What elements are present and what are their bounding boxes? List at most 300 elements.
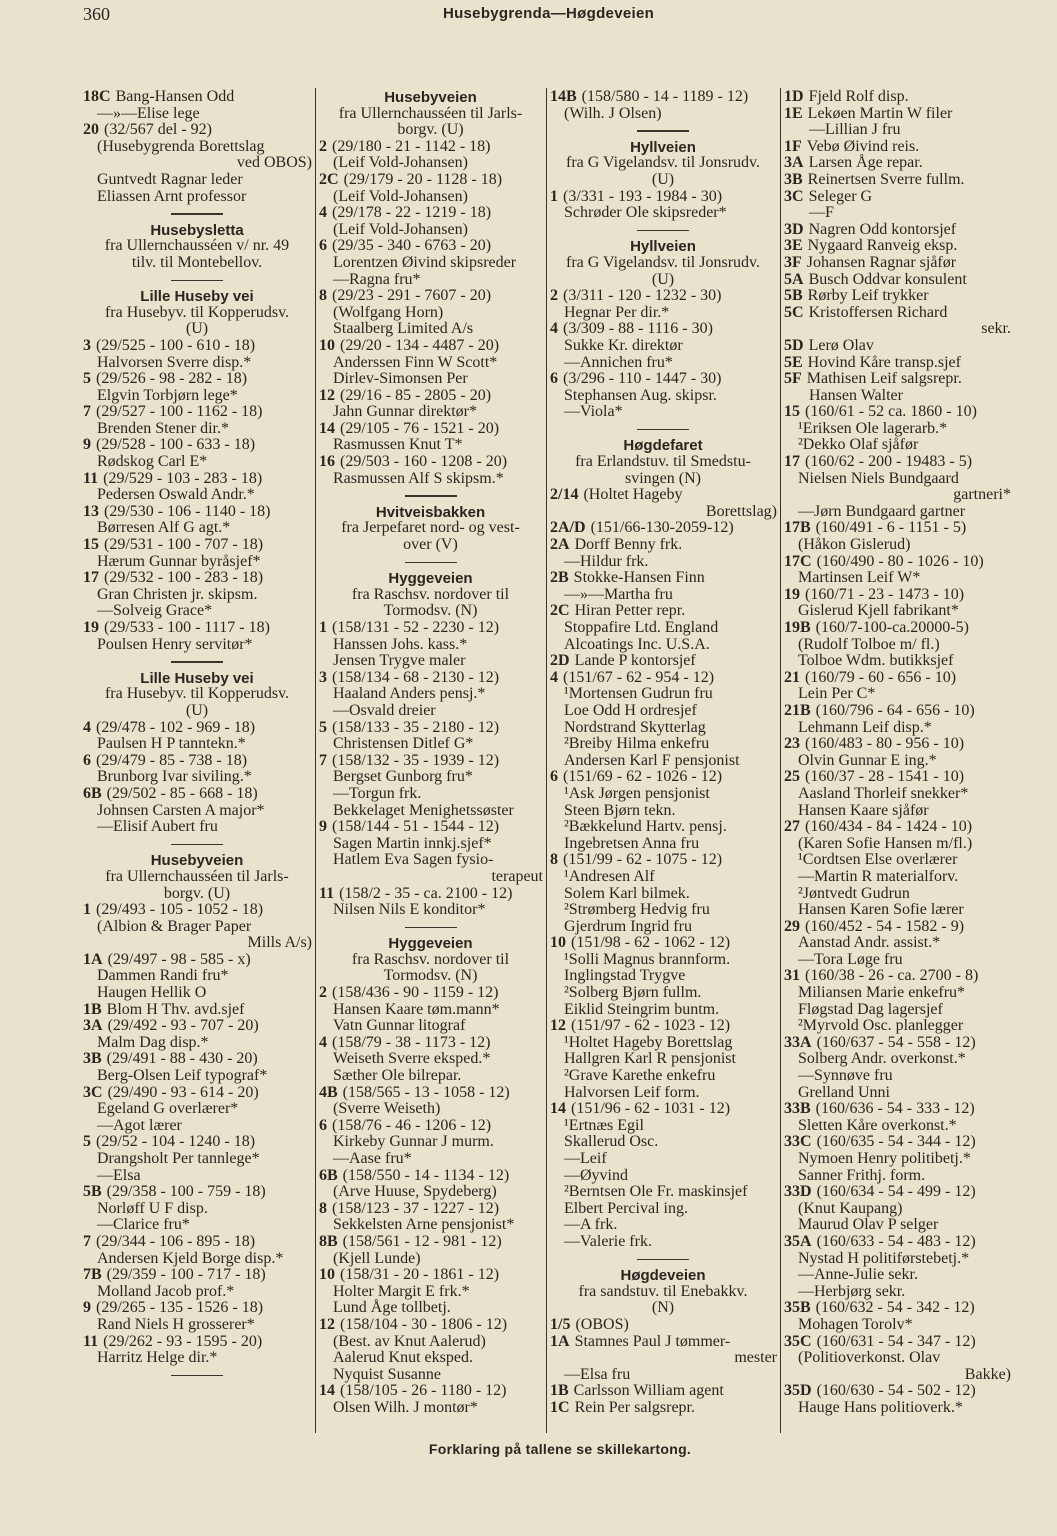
- entry-text: Hansen Kaare tøm.mann*: [333, 1000, 500, 1018]
- address-entry: [547, 288, 779, 305]
- entry-line: [781, 1217, 1013, 1234]
- entry-line: [781, 122, 1013, 139]
- entry-text: (160/434 - 84 - 1424 - 10): [805, 818, 973, 836]
- entry-text: (29/178 - 22 - 1219 - 18): [332, 204, 492, 222]
- address-entry: [781, 968, 1013, 985]
- entry-text: (29/359 - 100 - 717 - 18): [106, 1266, 266, 1284]
- entry-line: [316, 355, 545, 372]
- address-entry: [781, 238, 1013, 255]
- entry-text: Guntvedt Ragnar leder: [97, 170, 243, 188]
- address-entry: [547, 769, 779, 786]
- house-number: 7: [319, 751, 327, 769]
- entry-text: (160/79 - 60 - 656 - 10): [805, 668, 957, 686]
- house-number: 7: [83, 403, 91, 421]
- entry-line: [547, 1184, 779, 1201]
- section-divider: [547, 122, 779, 139]
- entry-text: Fjeld Rolf disp.: [808, 88, 909, 105]
- entry-text: Dirlev-Simonsen Per: [333, 370, 468, 388]
- entry-line: [547, 355, 779, 372]
- entry-text: Norløff U F disp.: [97, 1199, 208, 1217]
- house-number: 4: [83, 718, 91, 736]
- entry-text: Hauge Hans politioverk.*: [798, 1398, 963, 1416]
- entry-text: (29/490 - 93 - 614 - 20): [107, 1083, 259, 1101]
- street-description: over (V): [403, 536, 458, 554]
- house-number: 15: [83, 536, 99, 554]
- entry-text: ²Grave Karethe enkefru: [564, 1067, 716, 1085]
- entry-line: [781, 1201, 1013, 1218]
- entry-line: [781, 471, 1013, 488]
- house-number: 17B: [784, 519, 811, 537]
- entry-line: [316, 736, 545, 753]
- entry-text: (Wilh. J Olsen): [564, 104, 662, 122]
- entry-text: (158/2 - 35 - ca. 2100 - 12): [339, 884, 513, 902]
- entry-text: Bekkelaget Menighetssøster: [333, 801, 514, 819]
- entry-text: Haugen Hellik O: [97, 984, 207, 1002]
- entry-line: [547, 786, 779, 803]
- entry-line: [80, 454, 314, 471]
- entry-text: Rasmussen Alf S skipsm.*: [333, 469, 504, 487]
- street-description: fra G Vigelandsv. til Jonsrudv.: [566, 154, 760, 172]
- entry-text: —Herbjørg sekr.: [798, 1282, 906, 1300]
- entry-text: (Best. av Knut Aalerud): [333, 1332, 486, 1350]
- entry-line: [781, 852, 1013, 869]
- address-entry: [316, 753, 545, 770]
- address-entry: [316, 1234, 545, 1251]
- address-entry: [781, 172, 1013, 189]
- house-number: 5: [83, 1133, 91, 1151]
- entry-text: (160/636 - 54 - 333 - 12): [815, 1100, 975, 1118]
- entry-line: [781, 1051, 1013, 1068]
- entry-text: Lande P kontorsjef: [574, 652, 696, 670]
- entry-text: Poulsen Henry servitør*: [97, 635, 253, 653]
- entry-text: Eliassen Arnt professor: [97, 187, 247, 205]
- entry-line: [80, 172, 314, 189]
- house-number: 11: [83, 1332, 99, 1350]
- page-title: Husebygrenda—Høgdeveien: [442, 5, 655, 22]
- entry-text: (29/527 - 100 - 1162 - 18): [96, 403, 263, 421]
- house-number: 15: [784, 403, 800, 421]
- house-number: 3F: [784, 253, 802, 271]
- section-divider: [80, 653, 314, 670]
- address-entry: [781, 1101, 1013, 1118]
- house-number: 18C: [83, 88, 111, 105]
- address-entry: [547, 1334, 779, 1351]
- entry-text: —Lillian J fru: [809, 121, 901, 139]
- entry-text: Miliansen Marie enkefru*: [798, 984, 966, 1002]
- entry-text: (160/634 - 54 - 499 - 12): [816, 1183, 976, 1201]
- entry-line: [316, 1367, 545, 1384]
- house-number: 21: [784, 668, 800, 686]
- entry-line: [316, 902, 545, 919]
- entry-text: Bang-Hansen Odd: [115, 88, 235, 105]
- entry-text: Borettslag): [705, 502, 777, 520]
- entry-text: sekr.: [981, 320, 1011, 338]
- entry-text: (Husebygrenda Borettslag: [97, 137, 265, 155]
- entry-line: [547, 554, 779, 571]
- entry-text: (29/528 - 100 - 633 - 18): [96, 436, 256, 454]
- entry-line: [316, 852, 545, 869]
- address-entry: [316, 238, 545, 255]
- entry-line: [80, 1284, 314, 1301]
- entry-text: Aalerud Knut eksped.: [333, 1349, 473, 1367]
- entry-line: [781, 1068, 1013, 1085]
- address-entry: [316, 172, 545, 189]
- section-divider: [80, 272, 314, 289]
- entry-line: [547, 1134, 779, 1151]
- street-description: fra Erlandstuv. til Smedstu-: [575, 453, 751, 471]
- entry-line: [316, 305, 545, 322]
- address-entry: [547, 371, 779, 388]
- entry-text: Stoppafire Ltd. England: [564, 619, 719, 636]
- entry-text: Lund Åge tollbetj.: [333, 1299, 451, 1317]
- address-entry: [80, 786, 314, 803]
- directory-column-1: [80, 89, 314, 1383]
- entry-text: gartneri*: [953, 486, 1011, 504]
- address-entry: [316, 1267, 545, 1284]
- entry-line: [781, 1118, 1013, 1135]
- address-entry: [781, 703, 1013, 720]
- entry-text: —Aase fru*: [333, 1150, 412, 1167]
- entry-text: —Jørn Bundgaard gartner: [798, 502, 966, 520]
- house-number: 3: [319, 668, 327, 686]
- street-heading: Husebyveien: [150, 852, 244, 870]
- house-number: 1A: [83, 950, 103, 968]
- entry-line: [781, 1018, 1013, 1035]
- entry-text: Rasmussen Knut T*: [333, 436, 463, 454]
- entry-text: (29/529 - 103 - 283 - 18): [103, 469, 263, 487]
- house-number: 1D: [784, 88, 804, 105]
- entry-text: (160/633 - 54 - 483 - 12): [816, 1232, 976, 1250]
- house-number: 3C: [83, 1083, 103, 1101]
- entry-line: [316, 1068, 545, 1085]
- entry-text: (OBOS): [575, 1315, 629, 1333]
- address-entry: [316, 388, 545, 405]
- address-entry: [80, 1184, 314, 1201]
- entry-text: (Leif Vold-Johansen): [333, 220, 468, 238]
- house-number: 6: [550, 370, 558, 388]
- house-number: 8: [319, 1199, 327, 1217]
- entry-line: [316, 686, 545, 703]
- entry-line: [547, 703, 779, 720]
- directory-column-2: [316, 89, 545, 1417]
- entry-text: Dammen Randi fru*: [97, 967, 229, 985]
- entry-text: —Leif: [564, 1150, 607, 1167]
- house-number: 8B: [319, 1232, 338, 1250]
- street-heading: Hvitveisbakken: [375, 503, 486, 521]
- address-entry: [80, 720, 314, 737]
- house-number: 35D: [784, 1382, 812, 1400]
- house-number: 2C: [550, 602, 570, 620]
- page-number: 360: [83, 4, 110, 24]
- entry-text: Seleger G: [808, 187, 873, 205]
- address-entry: [316, 1383, 545, 1400]
- entry-text: (29/497 - 98 - 585 - x): [107, 950, 251, 968]
- entry-line: [781, 437, 1013, 454]
- entry-text: (158/76 - 46 - 1206 - 12): [332, 1116, 492, 1134]
- entry-text: (158/105 - 26 - 1180 - 12): [340, 1382, 507, 1400]
- entry-text: (29/179 - 20 - 1128 - 18): [343, 170, 503, 188]
- entry-text: Mills A/s): [247, 934, 312, 952]
- entry-text: —Hildur frk.: [564, 552, 649, 570]
- address-entry: [781, 155, 1013, 172]
- entry-text: (Sverre Weiseth): [333, 1100, 441, 1118]
- entry-text: terapeut: [491, 867, 543, 885]
- entry-line: [80, 189, 314, 206]
- address-entry: [316, 1085, 545, 1102]
- street-description: borgv. (U): [397, 121, 464, 139]
- house-number: 5E: [784, 353, 803, 371]
- entry-text: (158/436 - 90 - 1159 - 12): [332, 984, 499, 1002]
- entry-line: [547, 952, 779, 969]
- entry-line: [781, 487, 1013, 504]
- entry-text: —»—Martha fru: [564, 585, 673, 603]
- entry-text: (29/493 - 105 - 1052 - 18): [96, 901, 264, 919]
- house-number: 5D: [784, 336, 804, 354]
- entry-text: Gislerud Kjell fabrikant*: [798, 602, 959, 620]
- entry-line: [80, 1317, 314, 1334]
- entry-line: [781, 1085, 1013, 1102]
- address-entry: [781, 587, 1013, 604]
- entry-line: [547, 720, 779, 737]
- entry-text: —Martin R materialforv.: [798, 867, 959, 885]
- entry-text: Gran Christen jr. skipsm.: [97, 585, 258, 603]
- entry-line: [781, 1251, 1013, 1268]
- entry-text: —Elisif Aubert fru: [97, 818, 218, 836]
- entry-line: [80, 819, 314, 836]
- house-number: 3: [83, 336, 91, 354]
- entry-text: (160/7-100-ca.20000-5): [815, 619, 969, 636]
- house-number: 13: [83, 502, 99, 520]
- entry-line: [781, 1317, 1013, 1334]
- house-number: 35A: [784, 1232, 812, 1250]
- entry-text: (160/632 - 54 - 342 - 12): [815, 1299, 975, 1317]
- house-number: 6: [319, 1116, 327, 1134]
- entry-text: (158/131 - 52 - 2230 - 12): [332, 619, 500, 636]
- address-entry: [781, 338, 1013, 355]
- entry-text: Sagen Martin innkj.sjef*: [333, 834, 492, 852]
- house-number: 6: [550, 768, 558, 786]
- entry-text: Egeland G overlærer*: [97, 1100, 239, 1118]
- entry-line: [547, 338, 779, 355]
- address-entry: [80, 620, 314, 637]
- entry-text: Halvorsen Sverre disp.*: [97, 353, 252, 371]
- address-entry: [781, 255, 1013, 272]
- street-description: fra Ullernchausséen til Jarls-: [105, 867, 289, 885]
- section-divider: [80, 205, 314, 222]
- entry-text: (29/530 - 106 - 1140 - 18): [104, 502, 271, 520]
- entry-line: [547, 869, 779, 886]
- address-entry: [781, 1383, 1013, 1400]
- address-entry: [547, 1400, 779, 1417]
- entry-text: ²Solberg Bjørn fullm.: [564, 984, 702, 1002]
- entry-text: —Ragna fru*: [333, 270, 421, 288]
- entry-text: —Osvald dreier: [333, 701, 436, 719]
- address-entry: [781, 1184, 1013, 1201]
- address-entry: [547, 1101, 779, 1118]
- entry-text: (151/69 - 62 - 1026 - 12): [563, 768, 723, 786]
- entry-text: Harritz Helge dir.*: [97, 1349, 218, 1367]
- house-number: 12: [319, 386, 335, 404]
- entry-line: [316, 155, 545, 172]
- address-entry: [80, 1300, 314, 1317]
- entry-text: (Arve Huuse, Spydeberg): [333, 1183, 497, 1201]
- entry-text: (29/478 - 102 - 969 - 18): [96, 718, 256, 736]
- entry-text: Lein Per C*: [798, 685, 876, 703]
- entry-text: (32/567 del - 92): [104, 121, 212, 139]
- address-entry: [781, 89, 1013, 106]
- address-entry: [781, 554, 1013, 571]
- entry-text: Carlsson William agent: [573, 1382, 724, 1400]
- entry-text: (Albion & Brager Paper: [97, 917, 252, 935]
- house-number: 9: [83, 436, 91, 454]
- entry-line: [781, 886, 1013, 903]
- entry-text: Johansen Ragnar sjåfør: [806, 253, 957, 271]
- house-number: 33D: [784, 1183, 812, 1201]
- entry-text: Jahn Gunnar direktør*: [333, 403, 477, 421]
- address-entry: [80, 437, 314, 454]
- address-entry: [316, 139, 545, 156]
- entry-text: Vatn Gunnar litograf: [333, 1017, 466, 1035]
- house-number: 3B: [784, 170, 803, 188]
- house-number: 23: [784, 735, 800, 753]
- entry-line: [316, 189, 545, 206]
- address-entry: [80, 338, 314, 355]
- entry-line: [316, 1151, 545, 1168]
- address-entry: [781, 189, 1013, 206]
- entry-text: (29/105 - 76 - 1521 - 20): [340, 419, 500, 437]
- house-number: 3B: [83, 1050, 102, 1068]
- street-heading: Høgdeveien: [620, 1267, 706, 1285]
- street-heading: Husebysletta: [150, 221, 244, 239]
- footer-note: Forklaring på tallene se skillekartong.: [428, 1441, 692, 1457]
- entry-line: [80, 1251, 314, 1268]
- entry-line: [547, 819, 779, 836]
- street-description: fra sandstuv. til Enebakkv.: [578, 1282, 748, 1300]
- address-entry: [781, 819, 1013, 836]
- entry-line: [316, 836, 545, 853]
- entry-text: (29/531 - 100 - 707 - 18): [104, 536, 264, 554]
- entry-text: (158/134 - 68 - 2130 - 12): [332, 668, 500, 686]
- entry-line: [781, 570, 1013, 587]
- entry-text: (160/71 - 23 - 1473 - 10): [805, 585, 965, 603]
- entry-text: ved OBOS): [236, 154, 312, 172]
- address-entry: [781, 1035, 1013, 1052]
- entry-line: [781, 1002, 1013, 1019]
- entry-text: (Leif Vold-Johansen): [333, 187, 468, 205]
- entry-text: ¹Cordtsen Else overlærer: [798, 851, 958, 869]
- address-entry: [781, 769, 1013, 786]
- section-divider: [316, 919, 545, 936]
- entry-text: Anderssen Finn W Scott*: [333, 353, 498, 371]
- entry-text: Nielsen Niels Bundgaard: [798, 469, 959, 487]
- entry-line: [781, 1350, 1013, 1367]
- house-number: 14: [319, 1382, 335, 1400]
- entry-text: Eiklid Steingrim buntm.: [564, 1000, 720, 1018]
- entry-line: [547, 686, 779, 703]
- entry-text: ¹Andresen Alf: [564, 867, 655, 885]
- entry-line: [316, 222, 545, 239]
- address-entry: [547, 603, 779, 620]
- entry-line: [547, 902, 779, 919]
- entry-text: (Rudolf Tolboe m/ fl.): [798, 635, 940, 653]
- entry-line: [781, 637, 1013, 654]
- entry-line: [80, 935, 314, 952]
- house-number: 2: [319, 137, 327, 155]
- house-number: 2C: [319, 170, 339, 188]
- entry-text: Paulsen H P tanntekn.*: [97, 735, 246, 753]
- house-number: 10: [319, 1266, 335, 1284]
- entry-text: (29/52 - 104 - 1240 - 18): [96, 1133, 256, 1151]
- house-number: 6: [319, 237, 327, 255]
- house-number: 11: [83, 469, 99, 487]
- entry-text: Molland Jacob prof.*: [97, 1282, 235, 1300]
- entry-text: Hansen Karen Sofie lærer: [798, 901, 964, 919]
- address-entry: [547, 189, 779, 206]
- entry-line: [80, 968, 314, 985]
- entry-line: [316, 1350, 545, 1367]
- entry-line: [547, 106, 779, 123]
- address-entry: [80, 404, 314, 421]
- entry-text: Berg-Olsen Leif typograf*: [97, 1067, 268, 1085]
- entry-text: (29/492 - 93 - 707 - 20): [107, 1017, 259, 1035]
- address-entry: [316, 421, 545, 438]
- entry-text: (29/265 - 135 - 1526 - 18): [96, 1299, 264, 1317]
- entry-text: (160/635 - 54 - 344 - 12): [816, 1133, 976, 1151]
- entry-line: [316, 637, 545, 654]
- entry-line: [781, 1267, 1013, 1284]
- house-number: 2: [550, 287, 558, 305]
- address-entry: [316, 819, 545, 836]
- entry-text: Nystad H politiførstebetj.*: [798, 1249, 970, 1267]
- entry-line: [316, 1018, 545, 1035]
- address-entry: [80, 570, 314, 587]
- entry-text: Olsen Wilh. J montør*: [333, 1398, 478, 1416]
- entry-line: [80, 919, 314, 936]
- entry-text: (29/358 - 100 - 759 - 18): [106, 1183, 266, 1201]
- entry-line: [547, 968, 779, 985]
- entry-text: (3/311 - 120 - 1232 - 30): [563, 287, 722, 305]
- entry-text: Olvin Gunnar E ing.*: [798, 751, 937, 769]
- entry-text: (160/630 - 54 - 502 - 12): [816, 1382, 976, 1400]
- street-heading: Hyllveien: [630, 238, 696, 256]
- entry-line: [547, 388, 779, 405]
- address-entry: [781, 1134, 1013, 1151]
- entry-line: [80, 1217, 314, 1234]
- address-entry: [316, 985, 545, 1002]
- entry-line: [80, 1201, 314, 1218]
- entry-line: [316, 1134, 545, 1151]
- address-entry: [80, 1267, 314, 1284]
- directory-column-4: [781, 89, 1013, 1417]
- address-entry: [316, 720, 545, 737]
- entry-text: Solberg Andr. overkonst.*: [798, 1050, 966, 1068]
- address-entry: [547, 570, 779, 587]
- entry-line: [80, 139, 314, 156]
- address-entry: [781, 288, 1013, 305]
- house-number: 17: [784, 453, 800, 471]
- entry-text: (29/525 - 100 - 610 - 18): [96, 336, 256, 354]
- address-entry: [80, 1085, 314, 1102]
- address-entry: [80, 537, 314, 554]
- address-entry: [781, 272, 1013, 289]
- house-number: 35B: [784, 1299, 811, 1317]
- entry-text: Reinertsen Sverre fullm.: [807, 170, 965, 188]
- entry-line: [547, 919, 779, 936]
- entry-line: [547, 1234, 779, 1251]
- house-number: 6B: [319, 1166, 338, 1184]
- entry-text: (29/262 - 93 - 1595 - 20): [103, 1332, 263, 1350]
- entry-text: (158/561 - 12 - 981 - 12): [342, 1232, 502, 1250]
